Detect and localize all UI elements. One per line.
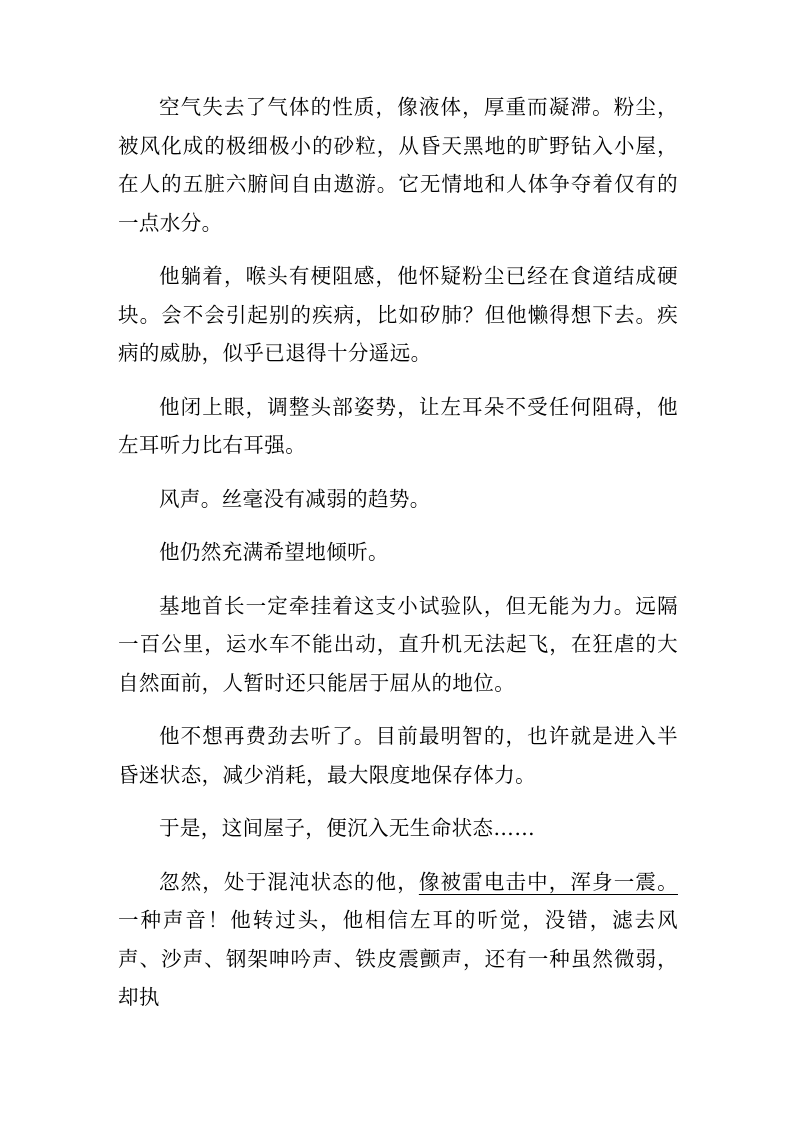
- paragraph-9: [118, 863, 678, 1017]
- paragraph-8: 于是，这间屋子，便沉入无生命状态……: [159, 816, 536, 840]
- paragraph-4: 风声。丝毫没有减弱的趋势。: [159, 486, 431, 511]
- paragraph-6: 基地首长一定牵挂着这支小试验队，但无能为力。远隔一百公里，运水车不能出动，直升机无法起飞，在狂虐的大自然面前，人暂时还只能居于屈从的地位。: [118, 593, 678, 695]
- paragraph-9-continuation: 一种声音！他转过头，他相信左耳的听觉，没错，滤去风声、沙声、钢架呻吟声、铁皮震颤声，还有一种虽然微弱，却执: [118, 908, 678, 1009]
- paragraph-7: 他不想再费劲去听了。目前最明智的，也许就是进入半昏迷状态，减少消耗，最大限度地保存体力。: [118, 724, 678, 787]
- underlined-phrase: 像被雷电击中，浑身一震。: [418, 869, 678, 894]
- paragraph-3: 他闭上眼，调整头部姿势，让左耳朵不受任何阻碍，他左耳听力比右耳强。: [118, 394, 678, 457]
- paragraph-9-start: 忽然，处于混沌状态的他，: [159, 869, 419, 894]
- paragraph-5: 他仍然充满希望地倾听。: [159, 540, 389, 564]
- paragraph-2: 他躺着，喉头有梗阻感，他怀疑粉尘已经在食道结成硬块。会不会引起别的疾病，比如矽肺？但他懒得想下去。疾病的威胁，似乎已退得十分遥远。: [118, 264, 678, 365]
- paragraph-1: 空气失去了气体的性质，像液体，厚重而凝滞。粉尘，被风化成的极细极小的砂粒，从昏天黑地的旷野钻入小屋，在人的五脏六腑间自由遨游。它无情地和人体争夺着仅有的一点水分。: [118, 95, 678, 235]
- document-page: [118, 88, 678, 1032]
